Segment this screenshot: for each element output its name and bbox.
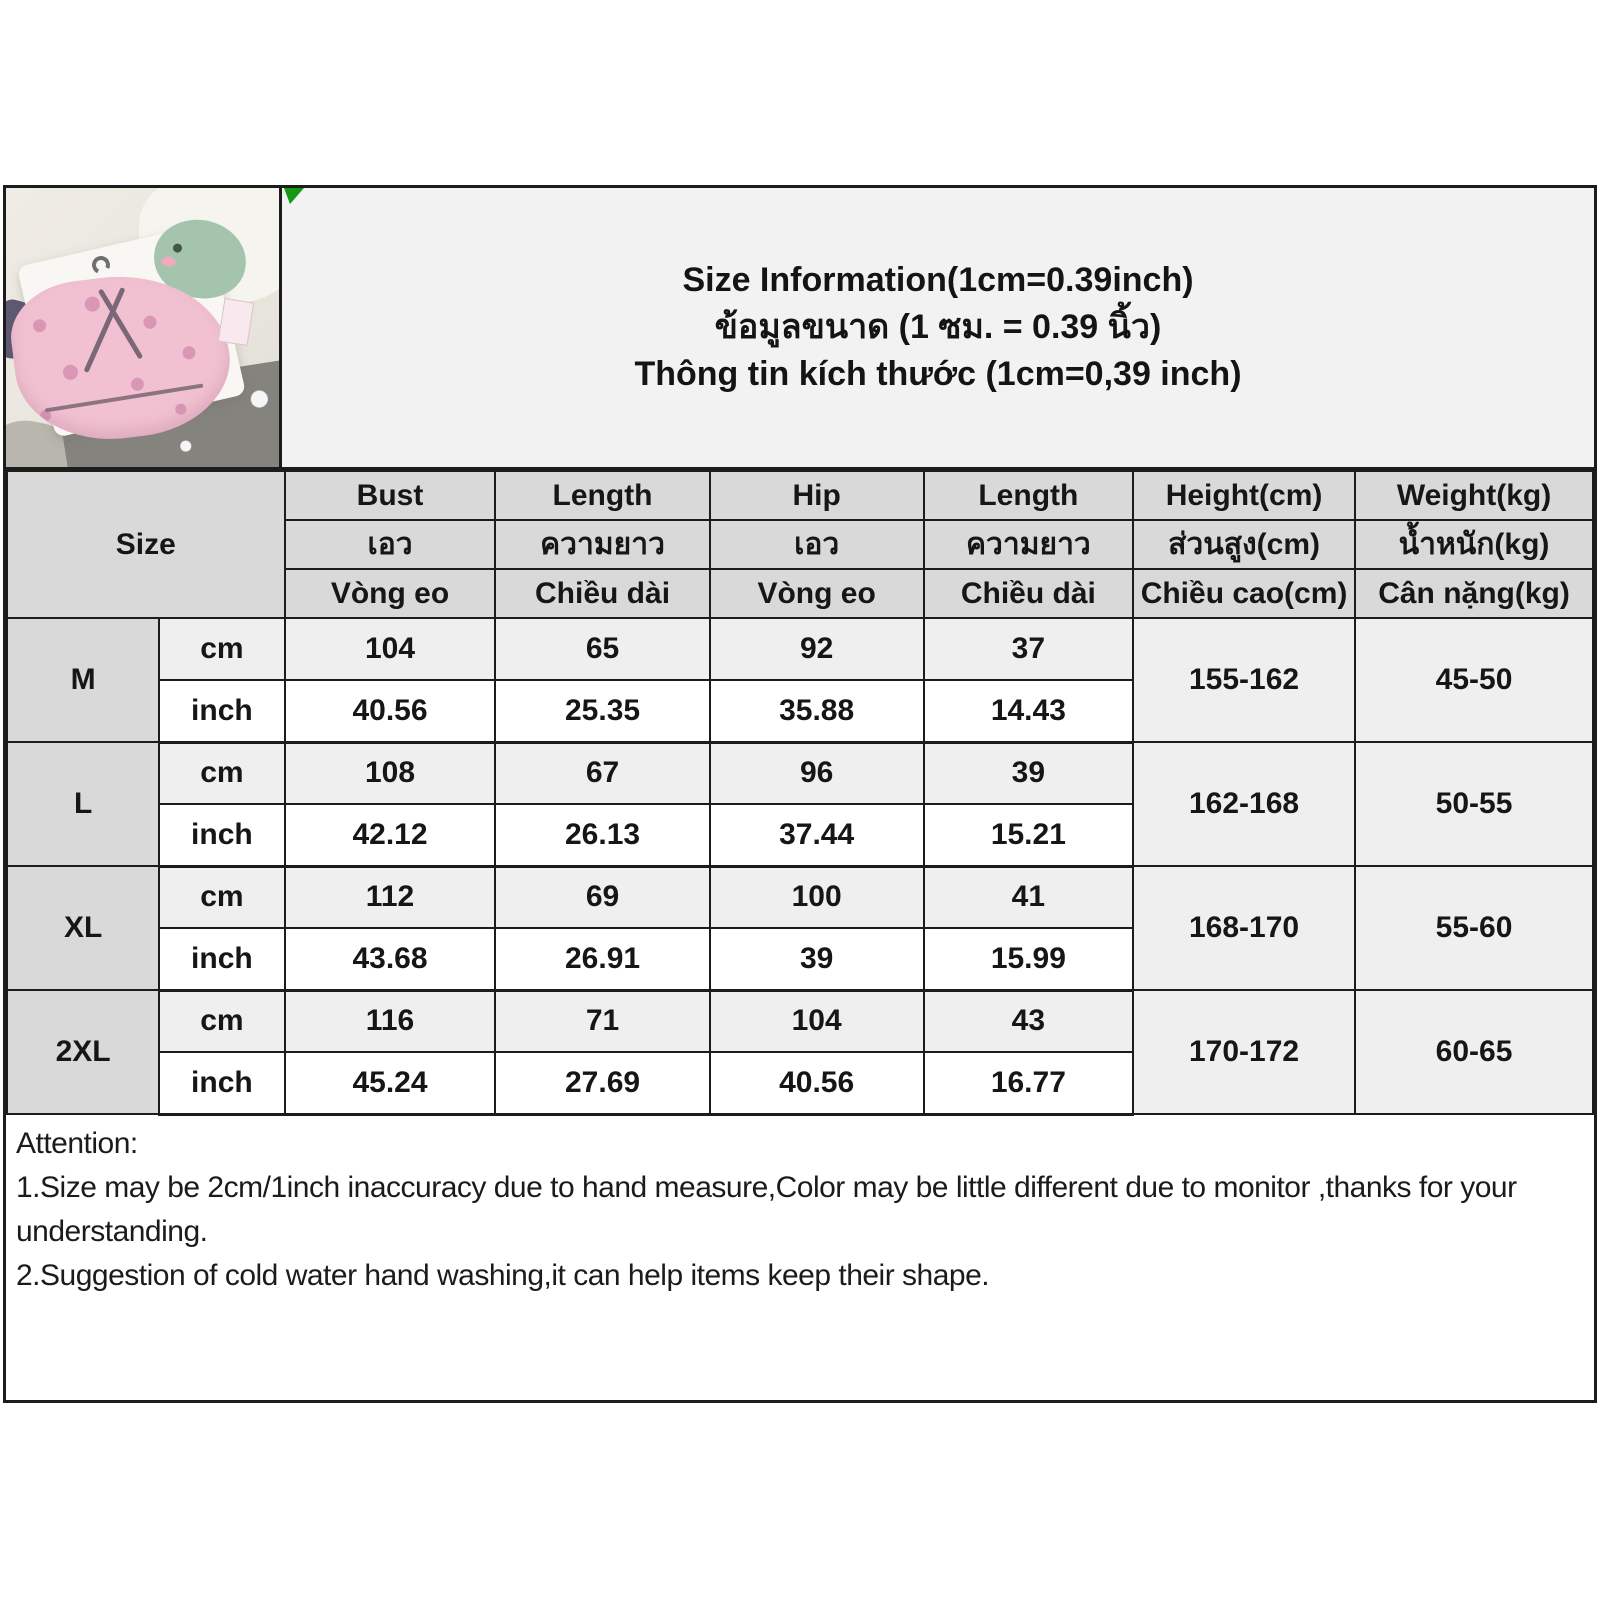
green-corner-marker-icon — [284, 188, 304, 204]
l-bust-cm: 108 — [285, 742, 496, 804]
title-english: Size Information(1cm=0.39inch) — [682, 261, 1194, 299]
2xl-length2-cm: 43 — [924, 990, 1133, 1052]
xl-hip-inch: 39 — [710, 928, 924, 990]
unit-cell: cm — [159, 618, 284, 680]
xl-length1-inch: 26.91 — [495, 928, 709, 990]
col-header-hip-th: เอว — [710, 520, 924, 569]
xl-length2-cm: 41 — [924, 866, 1133, 928]
col-header-weight-vi: Cân nặng(kg) — [1355, 569, 1593, 618]
unit-cell: inch — [159, 804, 284, 866]
m-weight: 45-50 — [1355, 618, 1593, 742]
size-label-xl: XL — [7, 866, 159, 990]
2xl-weight: 60-65 — [1355, 990, 1593, 1114]
l-bust-inch: 42.12 — [285, 804, 496, 866]
size-chart-sheet — [3, 185, 1597, 1403]
m-hip-inch: 35.88 — [710, 680, 924, 742]
unit-cell: cm — [159, 866, 284, 928]
col-header-hip-vi: Vòng eo — [710, 569, 924, 618]
title-vietnamese: Thông tin kích thước (1cm=0,39 inch) — [634, 355, 1242, 393]
size-label-2xl: 2XL — [7, 990, 159, 1114]
product-photo — [6, 188, 282, 467]
table-row-m-cm — [7, 618, 1593, 680]
col-header-length1-vi: Chiều dài — [495, 569, 709, 618]
col-header-height-th: ส่วนสูง(cm) — [1133, 520, 1355, 569]
col-header-weight-en: Weight(kg) — [1355, 471, 1593, 520]
l-height: 162-168 — [1133, 742, 1355, 866]
l-hip-cm: 96 — [710, 742, 924, 804]
col-header-bust-en: Bust — [285, 471, 496, 520]
unit-cell: cm — [159, 742, 284, 804]
2xl-length1-inch: 27.69 — [495, 1052, 709, 1114]
col-header-bust-th: เอว — [285, 520, 496, 569]
xl-length1-cm: 69 — [495, 866, 709, 928]
2xl-length1-cm: 71 — [495, 990, 709, 1052]
2xl-bust-cm: 116 — [285, 990, 496, 1052]
xl-bust-inch: 43.68 — [285, 928, 496, 990]
l-weight: 50-55 — [1355, 742, 1593, 866]
2xl-hip-inch: 40.56 — [710, 1052, 924, 1114]
m-bust-cm: 104 — [285, 618, 496, 680]
unit-cell: cm — [159, 990, 284, 1052]
xl-hip-cm: 100 — [710, 866, 924, 928]
col-header-height-en: Height(cm) — [1133, 471, 1355, 520]
l-length2-inch: 15.21 — [924, 804, 1133, 866]
col-header-length1-th: ความยาว — [495, 520, 709, 569]
col-header-length1-en: Length — [495, 471, 709, 520]
unit-cell: inch — [159, 928, 284, 990]
2xl-bust-inch: 45.24 — [285, 1052, 496, 1114]
col-header-length2-vi: Chiều dài — [924, 569, 1133, 618]
table-row-xl-cm — [7, 866, 1593, 928]
size-header-cell: Size — [7, 471, 285, 618]
unit-cell: inch — [159, 680, 284, 742]
size-table-header — [7, 471, 1593, 618]
size-label-l: L — [7, 742, 159, 866]
col-header-hip-en: Hip — [710, 471, 924, 520]
attention-note-2: 2.Suggestion of cold water hand washing,it can help items keep their shape. — [16, 1258, 990, 1292]
col-header-height-vi: Chiều cao(cm) — [1133, 569, 1355, 618]
header-row-english — [7, 471, 1593, 520]
m-height: 155-162 — [1133, 618, 1355, 742]
m-hip-cm: 92 — [710, 618, 924, 680]
size-info-title-block — [282, 188, 1594, 467]
table-row-2xl-cm — [7, 990, 1593, 1052]
xl-weight: 55-60 — [1355, 866, 1593, 990]
attention-title: Attention: — [16, 1126, 138, 1160]
xl-height: 168-170 — [1133, 866, 1355, 990]
m-length1-cm: 65 — [495, 618, 709, 680]
l-hip-inch: 37.44 — [710, 804, 924, 866]
table-row-l-cm — [7, 742, 1593, 804]
xl-bust-cm: 112 — [285, 866, 496, 928]
m-length2-inch: 14.43 — [924, 680, 1133, 742]
xl-length2-inch: 15.99 — [924, 928, 1133, 990]
unit-cell: inch — [159, 1052, 284, 1114]
attention-note-1: 1.Size may be 2cm/1inch inaccuracy due to hand measure,Color may be little different due to monitor ,thanks for your understanding. — [16, 1170, 1517, 1248]
m-length2-cm: 37 — [924, 618, 1133, 680]
m-length1-inch: 25.35 — [495, 680, 709, 742]
2xl-hip-cm: 104 — [710, 990, 924, 1052]
attention-section — [6, 1116, 1594, 1401]
col-header-bust-vi: Vòng eo — [285, 569, 496, 618]
m-bust-inch: 40.56 — [285, 680, 496, 742]
l-length1-cm: 67 — [495, 742, 709, 804]
title-thai: ข้อมูลขนาด (1 ซม. = 0.39 นิ้ว) — [714, 308, 1162, 346]
2xl-length2-inch: 16.77 — [924, 1052, 1133, 1114]
col-header-length2-th: ความยาว — [924, 520, 1133, 569]
2xl-height: 170-172 — [1133, 990, 1355, 1114]
l-length2-cm: 39 — [924, 742, 1133, 804]
photo-price-tag — [218, 298, 255, 346]
l-length1-inch: 26.13 — [495, 804, 709, 866]
col-header-weight-th: น้ำหนัก(kg) — [1355, 520, 1593, 569]
size-table — [6, 470, 1594, 1116]
top-band — [6, 188, 1594, 470]
size-label-m: M — [7, 618, 159, 742]
col-header-length2-en: Length — [924, 471, 1133, 520]
